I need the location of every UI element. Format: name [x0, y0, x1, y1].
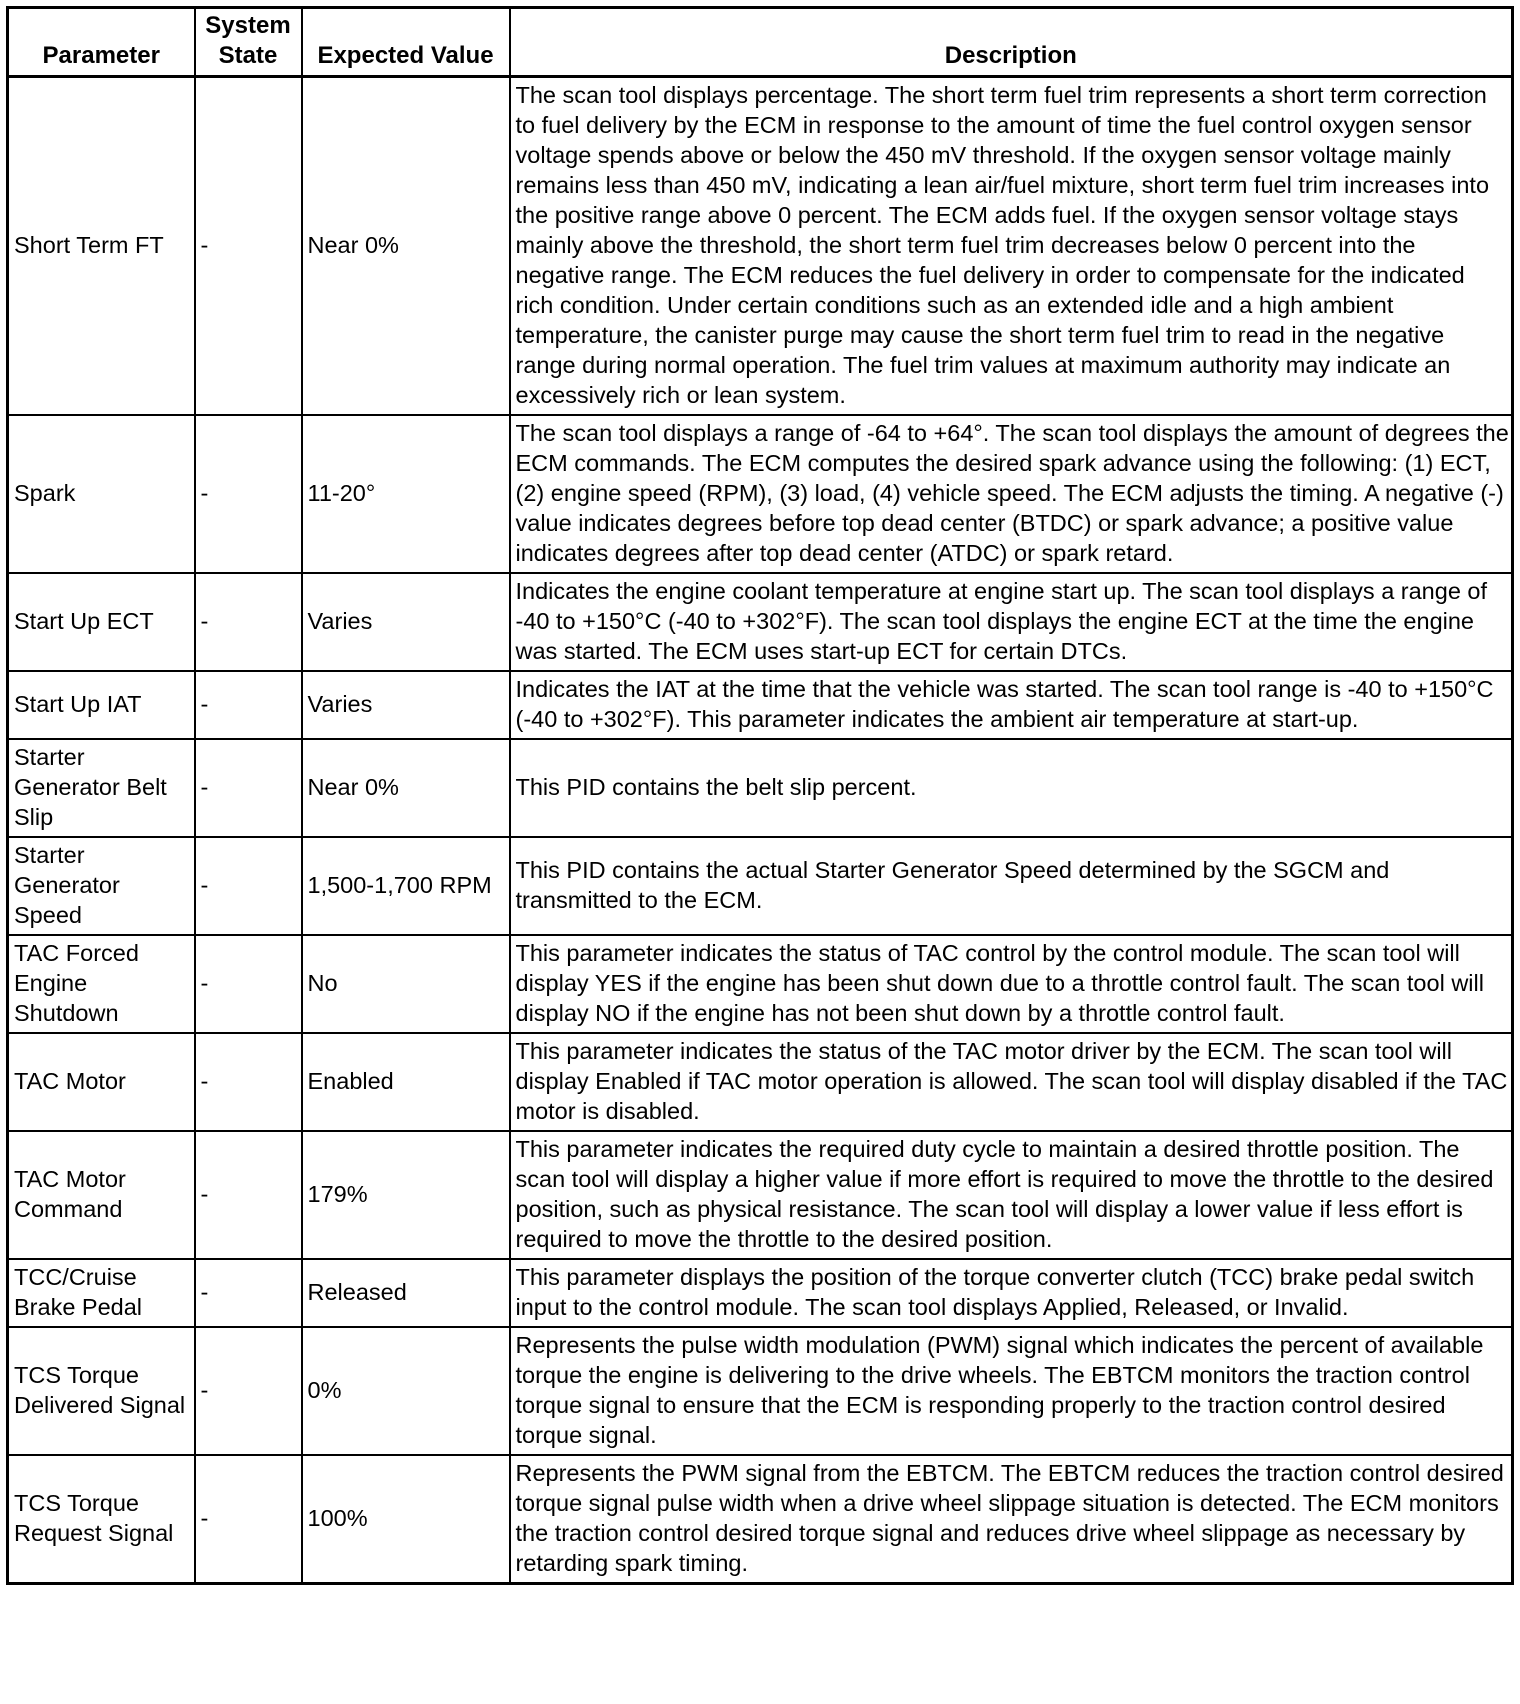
cell-expected-value: 0% — [302, 1327, 510, 1455]
cell-system-state: - — [195, 1455, 302, 1584]
cell-expected-value: 11-20° — [302, 415, 510, 573]
cell-parameter: Starter Generator Speed — [8, 837, 195, 935]
cell-expected-value: No — [302, 935, 510, 1033]
cell-parameter: TCS Torque Delivered Signal — [8, 1327, 195, 1455]
cell-description: Indicates the engine coolant temperature at engine start up. The scan tool displays a range of -40 to +150°C (-40 to +302°F). The scan tool displays the engine ECT at the time the engine was started. The ECM uses start-up ECT for certain DTCs. — [510, 573, 1513, 671]
cell-description: This parameter indicates the required duty cycle to maintain a desired throttle position. The scan tool will display a higher value if more effort is required to move the throttle to the desired position, such as physical resistance. The scan tool will display a lower value if less effort is required to move the throttle to the desired position. — [510, 1131, 1513, 1259]
cell-description: This parameter displays the position of the torque converter clutch (TCC) brake pedal switch input to the control module. The scan tool displays Applied, Released, or Invalid. — [510, 1259, 1513, 1327]
cell-description: This PID contains the belt slip percent. — [510, 739, 1513, 837]
cell-description: This PID contains the actual Starter Generator Speed determined by the SGCM and transmitted to the ECM. — [510, 837, 1513, 935]
table-row — [8, 935, 1513, 1033]
cell-parameter: Starter Generator Belt Slip — [8, 739, 195, 837]
cell-description: This parameter indicates the status of the TAC motor driver by the ECM. The scan tool will display Enabled if TAC motor operation is allowed. The scan tool will display disabled if the TAC motor is disabled. — [510, 1033, 1513, 1131]
cell-system-state: - — [195, 739, 302, 837]
cell-description: This parameter indicates the status of TAC control by the control module. The scan tool will display YES if the engine has been shut down due to a throttle control fault. The scan tool will display NO if the engine has not been shut down by a throttle control fault. — [510, 935, 1513, 1033]
cell-parameter: TAC Motor — [8, 1033, 195, 1131]
cell-expected-value: Released — [302, 1259, 510, 1327]
cell-expected-value: 100% — [302, 1455, 510, 1584]
cell-system-state: - — [195, 415, 302, 573]
cell-system-state: - — [195, 1131, 302, 1259]
cell-parameter: Short Term FT — [8, 77, 195, 416]
table-row — [8, 77, 1513, 416]
table-row — [8, 1455, 1513, 1584]
cell-expected-value: 1,500-1,700 RPM — [302, 837, 510, 935]
cell-expected-value: Near 0% — [302, 77, 510, 416]
header-system-state: System State — [195, 8, 302, 77]
cell-system-state: - — [195, 837, 302, 935]
cell-system-state: - — [195, 77, 302, 416]
cell-parameter: TCS Torque Request Signal — [8, 1455, 195, 1584]
table-row — [8, 739, 1513, 837]
table-row — [8, 1131, 1513, 1259]
cell-system-state: - — [195, 1033, 302, 1131]
cell-expected-value: Near 0% — [302, 739, 510, 837]
cell-system-state: - — [195, 671, 302, 739]
cell-expected-value: Varies — [302, 671, 510, 739]
cell-expected-value: 179% — [302, 1131, 510, 1259]
header-expected-value: Expected Value — [302, 8, 510, 77]
table-row — [8, 1259, 1513, 1327]
header-row — [8, 8, 1513, 77]
cell-parameter: Start Up ECT — [8, 573, 195, 671]
cell-parameter: Start Up IAT — [8, 671, 195, 739]
cell-expected-value: Enabled — [302, 1033, 510, 1131]
table-row — [8, 671, 1513, 739]
table-row — [8, 573, 1513, 671]
table-row — [8, 837, 1513, 935]
cell-system-state: - — [195, 1327, 302, 1455]
cell-system-state: - — [195, 1259, 302, 1327]
cell-parameter: TAC Motor Command — [8, 1131, 195, 1259]
table-row — [8, 1033, 1513, 1131]
cell-system-state: - — [195, 573, 302, 671]
cell-parameter: TAC Forced Engine Shutdown — [8, 935, 195, 1033]
header-parameter: Parameter — [8, 8, 195, 77]
cell-parameter: Spark — [8, 415, 195, 573]
cell-description: Represents the pulse width modulation (PWM) signal which indicates the percent of available torque the engine is delivering to the drive wheels. The EBTCM monitors the traction control torque signal to ensure that the ECM is responding properly to the traction control desired torque signal. — [510, 1327, 1513, 1455]
table-row — [8, 415, 1513, 573]
table-body — [8, 77, 1513, 1584]
parameter-table — [6, 6, 1514, 1585]
cell-description: Indicates the IAT at the time that the vehicle was started. The scan tool range is -40 to +150°C (-40 to +302°F). This parameter indicates the ambient air temperature at start-up. — [510, 671, 1513, 739]
cell-description: Represents the PWM signal from the EBTCM. The EBTCM reduces the traction control desired torque signal pulse width when a drive wheel slippage situation is detected. The ECM monitors the traction control desired torque signal and reduces drive wheel slippage as necessary by retarding spark timing. — [510, 1455, 1513, 1584]
cell-system-state: - — [195, 935, 302, 1033]
cell-description: The scan tool displays a range of -64 to +64°. The scan tool displays the amount of degrees the ECM commands. The ECM computes the desired spark advance using the following: (1) ECT, (2) engine speed (RPM), (3) load, (4) vehicle speed. The ECM adjusts the timing. A negative (-) value indicates degrees before top dead center (BTDC) or spark advance; a positive value indicates degrees after top dead center (ATDC) or spark retard. — [510, 415, 1513, 573]
cell-parameter: TCC/Cruise Brake Pedal — [8, 1259, 195, 1327]
cell-expected-value: Varies — [302, 573, 510, 671]
table-row — [8, 1327, 1513, 1455]
cell-description: The scan tool displays percentage. The short term fuel trim represents a short term correction to fuel delivery by the ECM in response to the amount of time the fuel control oxygen sensor voltage spends above or below the 450 mV threshold. If the oxygen sensor voltage mainly remains less than 450 mV, indicating a lean air/fuel mixture, short term fuel trim increases into the positive range above 0 percent. The ECM adds fuel. If the oxygen sensor voltage stays mainly above the threshold, the short term fuel trim decreases below 0 percent into the negative range. The ECM reduces the fuel delivery in order to compensate for the indicated rich condition. Under certain conditions such as an extended idle and a high ambient temperature, the canister purge may cause the short term fuel trim to read in the negative range during normal operation. The fuel trim values at maximum authority may indicate an excessively rich or lean system. — [510, 77, 1513, 416]
header-description: Description — [510, 8, 1513, 77]
